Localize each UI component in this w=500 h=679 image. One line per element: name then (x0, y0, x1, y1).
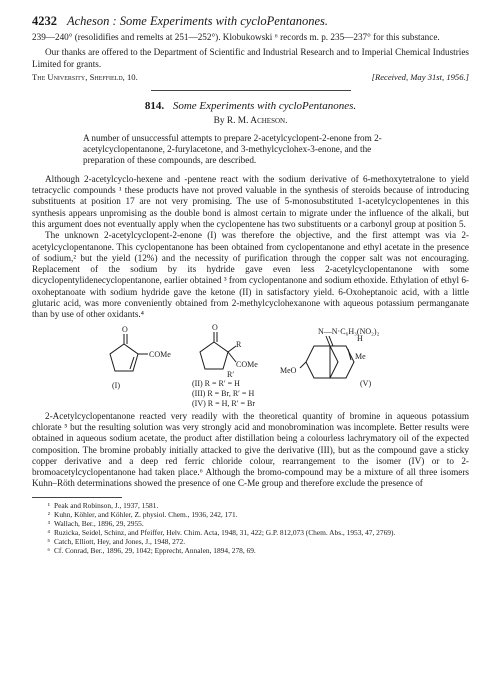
article-title (32, 100, 469, 113)
university: The University, Sheffield, 10. (32, 71, 138, 82)
received-date: [Received, May 31st, 1956.] (371, 71, 469, 82)
footnote-mark: ² (47, 509, 50, 519)
affiliation (32, 72, 469, 83)
footnote-text: Catch, Elliott, Hey, and Jones, J., 1948, 272. (54, 537, 186, 547)
journal-page (32, 14, 469, 555)
footnote-3 (32, 519, 469, 528)
footnote-text: Cf. Conrad, Ber., 1896, 29, 1042; Epprecht, Annalen, 1894, 278, 69. (54, 546, 256, 556)
footnote-5 (32, 537, 469, 546)
author-name: R. M. Acheson. (226, 115, 288, 126)
label-i: (I) (112, 380, 120, 390)
ring-v-right (330, 346, 354, 378)
footnote-4 (32, 528, 469, 537)
nh-label: H (357, 333, 363, 343)
acknowledgement: Our thanks are offered to the Department of Scientific and Industrial Research and to Imperial Chemical Industries Limited for grants. (32, 47, 469, 69)
footnote-mark: ⁴ (47, 528, 50, 537)
footnote-mark: ⁶ (47, 546, 50, 556)
variant-ii: (II) R = R′ = H (192, 378, 240, 388)
structure-v (280, 327, 380, 388)
substituent-r: R (236, 339, 242, 349)
section-divider (151, 90, 351, 91)
methyl-label: Me (355, 351, 366, 361)
running-head (32, 14, 469, 32)
paragraph-3: 2-Acetylcyclopentanone reacted very readily with the theoretical quantity of bromine in aqueous potassium chlorate ⁵ but the resulting solution was very strongly acid and monobromination was incomplete. Better results were obtained in aqueous sodium acetate, the product after distillation being a colourless lachrymatory oil of the expected composition. The bromine probably initially attacked to give the derivative (III), but as the compound gave a sticky copper derivative and a deep red ferric chloride colour, rearrangement to the isomer (IV) or to 2-bromoacetylcyclopentanone had taken place.⁶ Although the bromo-compound may be a mixture of all three isomers Kuhn–Röth determinations showed the presence of one C-Me group and therefore exclude the presence of (32, 410, 469, 489)
acyl-bond-ii (228, 352, 236, 362)
byline-prefix: By (213, 115, 225, 126)
methoxy-label: MeO (280, 365, 297, 375)
ring-ii (200, 342, 228, 369)
abstract: A number of unsuccessful attempts to prepare 2-acetylcyclopent-2-enone from 2-acetylcyclopentanone, 2-furylacetone, and 3-methylcyclohex-3-enone, and the preparation of these compounds, are described. (83, 132, 382, 166)
footnotes (32, 501, 469, 556)
paragraph-1: Although 2-acetylcyclo-hexene and -pentene react with the sodium derivative of 6-methoxytetralone to yield tetracyclic compounds ¹ these products have not proved valuable in the synthesis of steroids because of introducing substituents at position 17 are not very promising. The use of 5-monosubstituted 1-acetylcyclopentenes in this synthesis appears unpromising as the double bond is almost certain to migrate under the influence of the alkali, but this argument does not eventually apply when the cyclopentene has two substituents or a carbonyl group at position 5. (32, 173, 469, 229)
substituent-come: COMe (236, 359, 258, 369)
oxygen-i: O (122, 324, 128, 334)
footnote-2 (32, 510, 469, 519)
page-number: 4232 (32, 14, 57, 28)
article-number: 814. (144, 99, 165, 112)
double-bond-i (130, 357, 134, 369)
footnote-text: Kuhn, Köhler, and Köhler, Z. physiol. Chem., 1936, 242, 171. (54, 509, 238, 519)
structures-svg (32, 324, 469, 408)
methoxy-bond (300, 362, 306, 368)
byline (32, 115, 469, 127)
paragraph-2: The unknown 2-acetylcyclopent-2-enone (I) was therefore the objective, and the first attempt was via 2-acetylcyclopentanone. This cyclopentanone has been obtained from cyclopentanone and ethyl acetate in the presence of sodium,² but the yield (12%) and the necessity of purification through the copper salt was not encouraging. Replacement of the sodium by its hydride gave even less 2-acetylcyclopentanone with some dicyclopentylidenecyclopentanone, earlier obtained ³ from cyclopentanone and sodium ethoxide. Ethylation of ethyl 6-oxoheptanoate with sodium hydride gave the ketone (II) in satisfactory yield. 6-Oxoheptanoic acid, with a little glutaric acid, was more conveniently obtained from 2-methylcyclohexanone with aqueous potassium permanganate than by use of other oxidants.⁴ (32, 230, 469, 320)
structure-i (110, 325, 171, 390)
footnote-text: Wallach, Ber., 1896, 29, 2955. (54, 518, 144, 528)
running-title: Acheson : Some Experiments with cycloPentanones. (67, 14, 329, 28)
ring-v-left (306, 346, 338, 378)
hydrazone-label: N—N·C₆H₃(NO₂)₂ (318, 326, 380, 336)
footnote-6 (32, 546, 469, 555)
previous-article-tail: 239—240° (resolidifies and remelts at 251—252°). Klobukowski ⁶ records m. p. 235—237° for this substance. (32, 32, 440, 42)
variant-iv: (IV) R = H, R′ = Br (192, 398, 255, 408)
footnote-text: Ruzicka, Seidel, Schinz, and Pfeiffer, Helv. Chim. Acta, 1948, 31, 422; G.P. 812,073 (Chem. Abs., 1953, 47, 2769). (54, 528, 396, 537)
footnote-divider (32, 497, 122, 498)
substituent-r-prime: R′ (227, 369, 235, 379)
footnote-mark: ³ (47, 518, 50, 528)
article-heading: Some Experiments with cycloPentanones. (172, 99, 357, 112)
chemical-structures (32, 324, 469, 408)
footnote-mark: ¹ (47, 500, 50, 510)
substituent-i: COMe (149, 349, 171, 359)
label-v: (V) (360, 378, 372, 388)
footnote-text: Peak and Robinson, J., 1937, 1581. (54, 500, 159, 510)
oxygen-ii: O (212, 323, 218, 332)
footnote-1 (32, 501, 469, 510)
footnote-mark: ⁵ (47, 537, 50, 547)
variant-iii: (III) R = Br, R′ = H (192, 388, 255, 398)
r-bond (228, 346, 236, 352)
structure-ii-iv (192, 324, 258, 408)
